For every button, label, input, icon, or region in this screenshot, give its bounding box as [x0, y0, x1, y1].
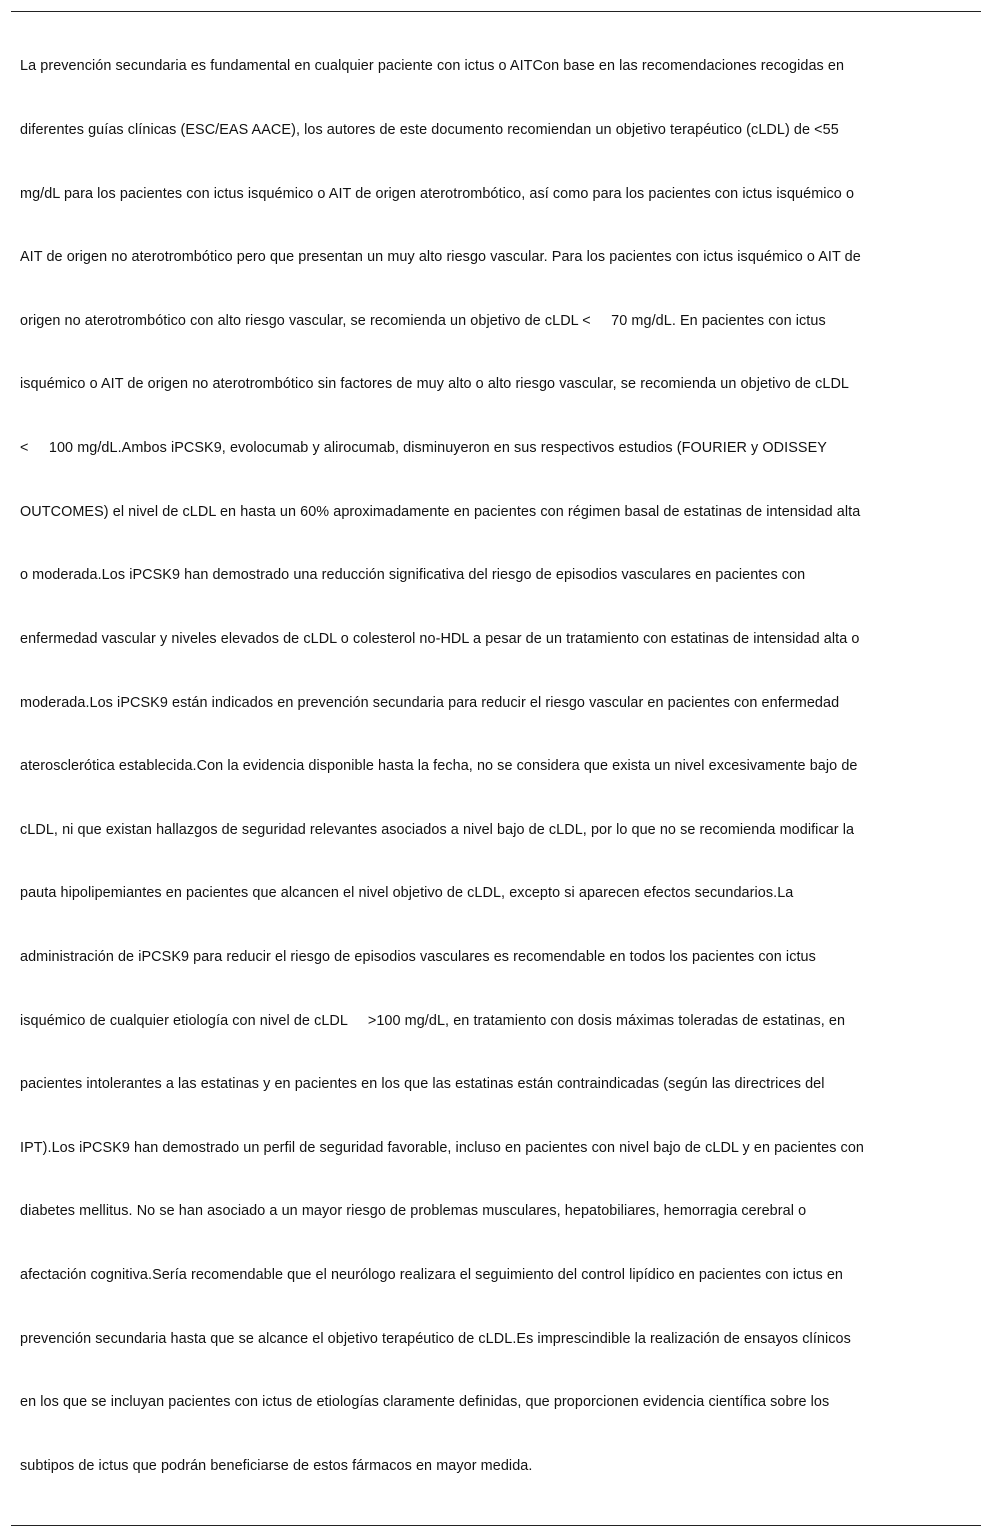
text-line: o moderada.Los iPCSK9 han demostrado una reducción significativa del riesgo de episodios vasculares en pacientes con — [20, 567, 806, 584]
text-line: isquémico o AIT de origen no aterotrombótico sin factores de muy alto o alto riesgo vascular, se recomienda un objetivo de cLDL — [20, 376, 850, 393]
text-line: pacientes intolerantes a las estatinas y en pacientes en los que las estatinas están contraindicadas (según las directrices del — [20, 1076, 825, 1093]
text-line: AIT de origen no aterotrombótico pero que presentan un muy alto riesgo vascular. Para los pacientes con ictus isquémico o AIT de — [20, 249, 861, 266]
text-line: moderada.Los iPCSK9 están indicados en prevención secundaria para reducir el riesgo vascular en pacientes con enfermedad — [20, 694, 840, 711]
text-line: origen no aterotrombótico con alto riesgo vascular, se recomienda un objetivo de cLDL < 70 mg/dL. En pacientes con ictus — [20, 312, 826, 329]
text-line: cLDL, ni que existan hallazgos de seguridad relevantes asociados a nivel bajo de cLDL, por lo que no se recomienda modificar la — [20, 821, 855, 838]
text-line: administración de iPCSK9 para reducir el riesgo de episodios vasculares es recomendable en todos los pacientes con ictus — [20, 948, 816, 965]
text-line: < 100 mg/dL.Ambos iPCSK9, evolocumab y alirocumab, disminuyeron en sus respectivos estudios (FOURIER y ODISSEY — [20, 440, 827, 457]
recommendations-table — [11, 11, 981, 1526]
text-line: diferentes guías clínicas (ESC/EAS AACE), los autores de este documento recomiendan un objetivo terapéutico (cLDL) de <55 — [20, 122, 839, 139]
text-line: IPT).Los iPCSK9 han demostrado un perfil de seguridad favorable, incluso en pacientes con nivel bajo de cLDL y en pacientes con — [20, 1139, 864, 1156]
text-line: prevención secundaria hasta que se alcance el objetivo terapéutico de cLDL.Es imprescindible la realización de ensayos clínicos — [20, 1330, 851, 1347]
text-line: subtipos de ictus que podrán beneficiarse de estos fármacos en mayor medida. — [20, 1457, 533, 1474]
text-line: afectación cognitiva.Sería recomendable que el neurólogo realizara el seguimiento del control lipídico en pacientes con ictus en — [20, 1266, 844, 1283]
text-line: isquémico de cualquier etiología con nivel de cLDL >100 mg/dL, en tratamiento con dosis máximas toleradas de estatinas, en — [20, 1012, 846, 1029]
text-line: OUTCOMES) el nivel de cLDL en hasta un 60% aproximadamente en pacientes con régimen basal de estatinas de intensidad alta — [20, 503, 861, 520]
recommendations-cell — [11, 12, 981, 1525]
text-line: diabetes mellitus. No se han asociado a un mayor riesgo de problemas musculares, hepatobiliares, hemorragia cerebral o — [20, 1203, 807, 1220]
text-line: en los que se incluyan pacientes con ictus de etiologías claramente definidas, que proporcionen evidencia científica sobre los — [20, 1394, 830, 1411]
text-line: La prevención secundaria es fundamental en cualquier paciente con ictus o AITCon base en las recomendaciones recogidas en — [20, 58, 845, 75]
text-line: mg/dL para los pacientes con ictus isquémico o AIT de origen aterotrombótico, así como para los pacientes con ictus isquémico o — [20, 185, 855, 202]
text-line: aterosclerótica establecida.Con la evidencia disponible hasta la fecha, no se considera que exista un nivel excesivamente bajo de — [20, 758, 858, 775]
text-line: enfermedad vascular y niveles elevados de cLDL o colesterol no-HDL a pesar de un tratamiento con estatinas de intensidad alta o — [20, 630, 860, 647]
text-line: pauta hipolipemiantes en pacientes que alcancen el nivel objetivo de cLDL, excepto si aparecen efectos secundarios.La — [20, 885, 794, 902]
